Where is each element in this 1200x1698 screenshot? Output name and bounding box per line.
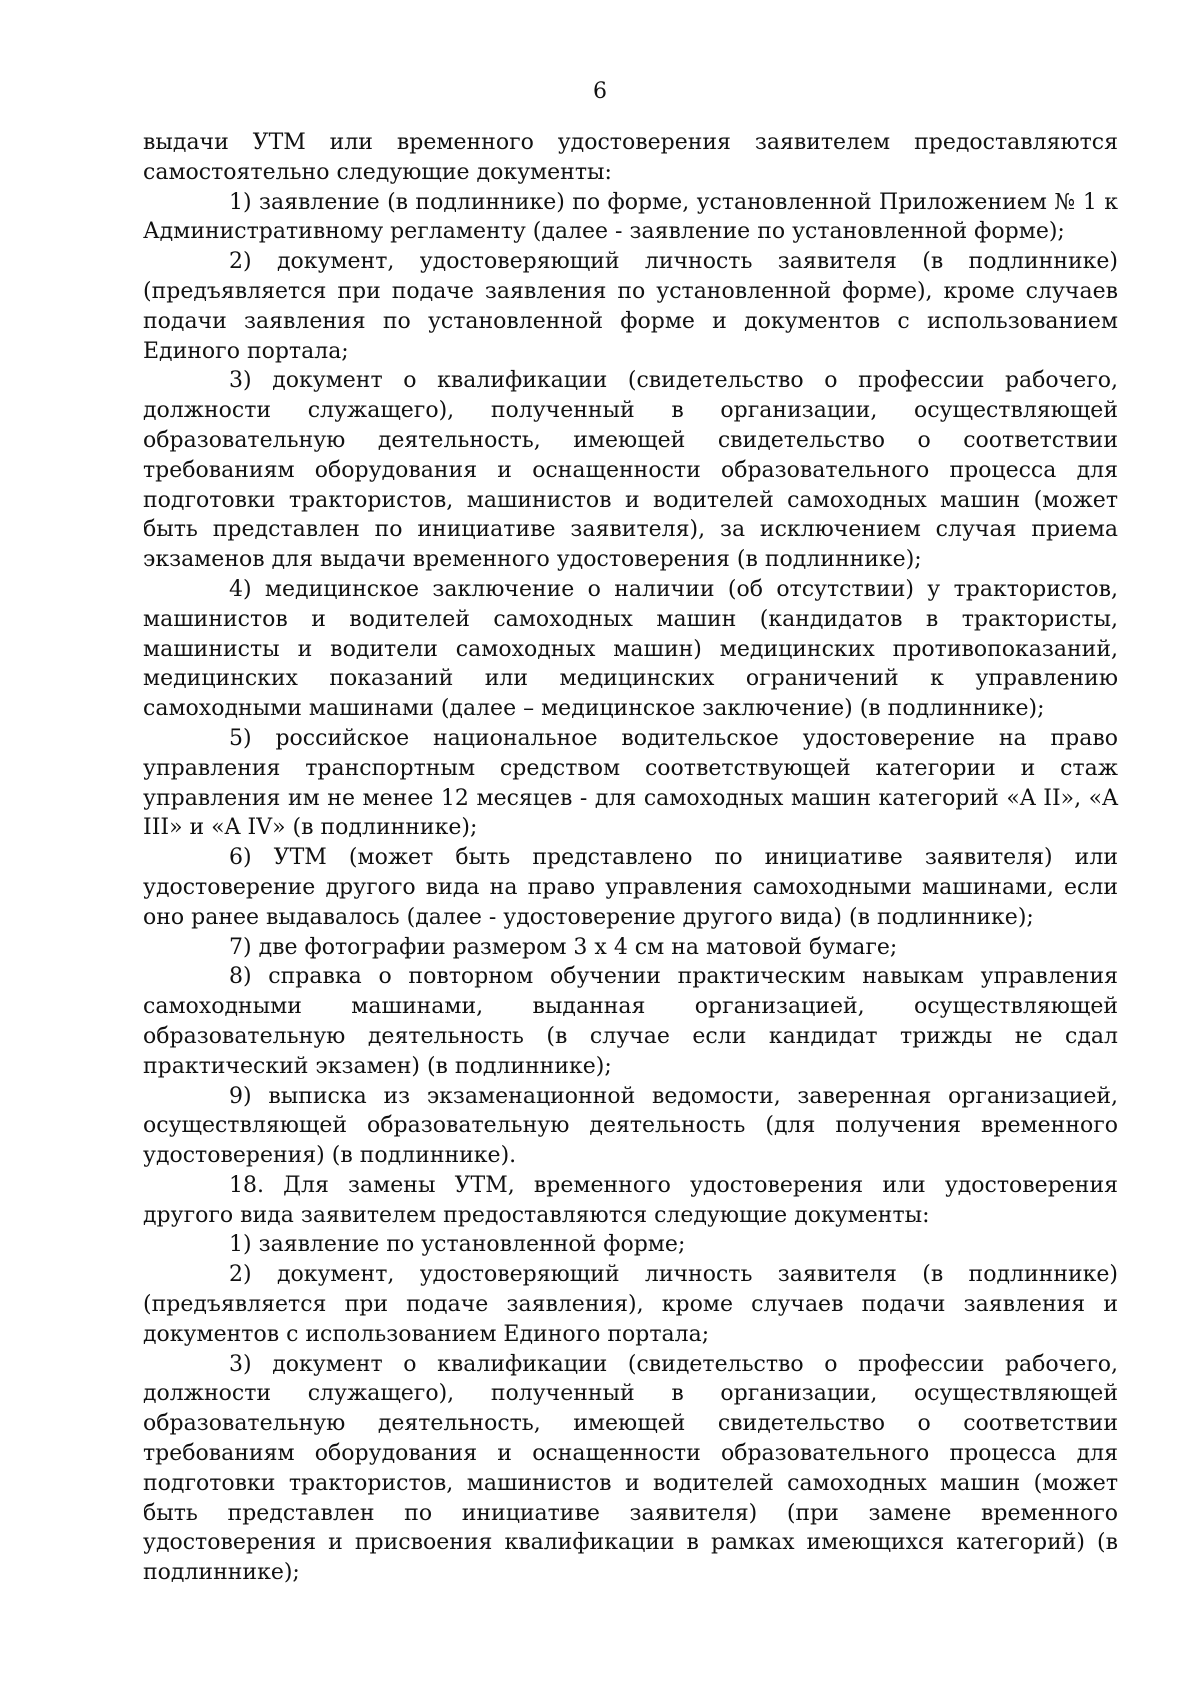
paragraph-item-1: 1) заявление (в подлиннике) по форме, установленной Приложением № 1 к Административному регламенту (далее - заявление по установленной форме); [143,189,1118,245]
paragraph-section-18-item-3: 3) документ о квалификации (свидетельство о профессии рабочего, должности служащего), полученный в организации, осуществляющей образовательную деятельность, имеющей свидетельство о соответствии требованиям оборудования и оснащенности образовательного процесса для подготовки трактористов, машинистов и водителей самоходных машин (может быть представлен по инициативе заявителя) (при замене временного удостоверения и присвоения квалификации в рамках имеющихся категорий) (в подлиннике); [143,1351,1118,1586]
paragraph-item-8: 8) справка о повторном обучении практическим навыкам управления самоходными машинами, выданная организацией, осуществляющей образовательную деятельность (в случае если кандидат трижды не сдал практический экзамен) (в подлиннике); [143,964,1118,1079]
paragraph-item-6: 6) УТМ (может быть представлено по инициативе заявителя) или удостоверение другого вида на право управления самоходными машинами, если оно ранее выдавалось (далее - удостоверение другого вида) (в подлиннике); [143,845,1118,930]
paragraph-item-4: 4) медицинское заключение о наличии (об отсутствии) у трактористов, машинистов и водителей самоходных машин (кандидатов в трактористы, машинисты и водители самоходных машин) медицинских противопоказаний, медицинских показаний или медицинских ограничений к управлению самоходными машинами (далее – медицинское заключение) (в подлиннике); [143,576,1118,722]
paragraph-section-18: 18. Для замены УТМ, временного удостоверения или удостоверения другого вида заявителем предоставляются следующие документы: [143,1172,1118,1228]
page-number: 6 [593,79,607,104]
paragraph-item-9: 9) выписка из экзаменационной ведомости, заверенная организацией, осуществляющей образовательную деятельность (для получения временного удостоверения) (в подлиннике). [143,1083,1118,1169]
paragraph-item-2: 2) документ, удостоверяющий личность заявителя (в подлиннике) (предъявляется при подаче заявления по установленной форме), кроме случаев подачи заявления по установленной форме и документов с использованием Единого портала; [143,249,1118,364]
paragraph-section-18-item-1: 1) заявление по установленной форме; [229,1232,686,1258]
paragraph-continuation: выдачи УТМ или временного удостоверения заявителем предоставляются самостоятельно следующие документы: [143,130,1118,185]
paragraph-item-5: 5) российское национальное водительское удостоверение на право управления транспортным средством соответствующей категории и стаж управления им не менее 12 месяцев - для самоходных машин категорий «A II», «A III» и «A IV» (в подлиннике); [143,725,1118,841]
paragraph-section-18-item-2: 2) документ, удостоверяющий личность заявителя (в подлиннике) (предъявляется при подаче заявления), кроме случаев подачи заявления и документов с использованием Единого портала; [143,1262,1118,1347]
paragraph-item-3: 3) документ о квалификации (свидетельство о профессии рабочего, должности служащего), полученный в организации, осуществляющей образовательную деятельность, имеющей свидетельство о соответствии требованиям оборудования и оснащенности образовательного процесса для подготовки трактористов, машинистов и водителей самоходных машин (может быть представлен по инициативе заявителя), за исключением случая приема экзаменов для выдачи временного удостоверения (в подлиннике); [143,368,1118,573]
document-body [143,128,1118,1588]
paragraph-item-7: 7) две фотографии размером 3 х 4 см на матовой бумаге; [229,934,898,960]
